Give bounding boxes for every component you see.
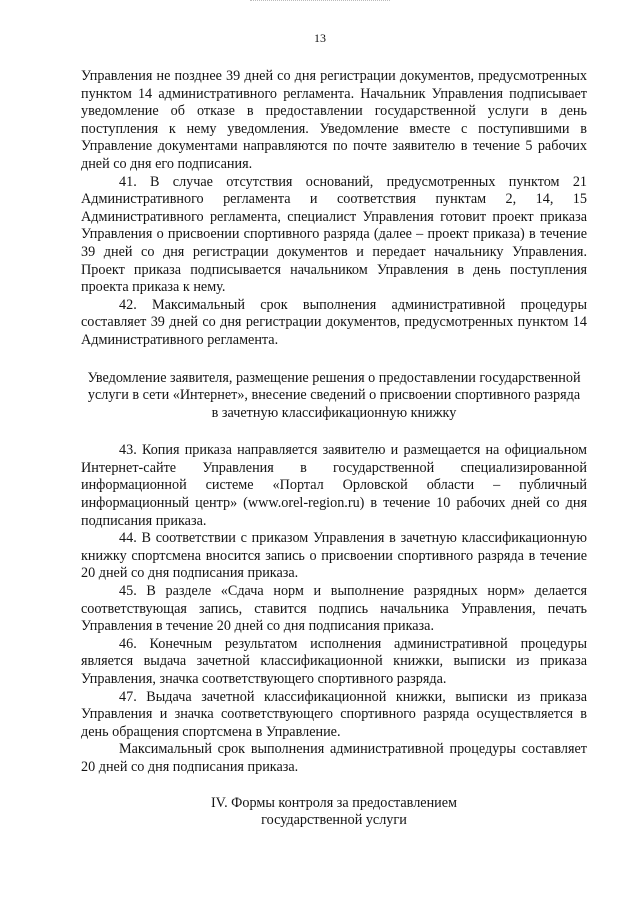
paragraph-continuation: Управления не позднее 39 дней со дня регистрации документов, предусмотренных пунктом 14 административного регламента. Начальник Управления подписывает уведомление об отказе в предоставлении государственной услуги в день поступления к нему уведомления. Уведомление вместе с поступившими в Управление документами направляются по почте заявителю в течение 5 рабочих дней со дня его подписания. [81,68,587,172]
paragraph-44: 44. В соответствии с приказом Управления в зачетную классификационную книжку спортсмена вносится запись о присвоении спортивного разряда в течение 20 дней со дня подписания приказа. [81,530,587,582]
spacer [81,350,587,370]
section-heading-notification: Уведомление заявителя, размещение решения о предоставлении государственной услуги в сети «Интернет», внесение сведений о присвоении спортивного разряда в зачетную классификационную книжку [87,369,581,421]
document-body [81,68,587,830]
section-heading-iv-line2: государственной услуги [261,812,407,829]
paragraph-47: 47. Выдача зачетной классификационной книжки, выписки из приказа Управления и значка соответствующего спортивного разряда осуществляется в день обращения спортсмена в Управление. [81,688,587,740]
paragraph-43: 43. Копия приказа направляется заявителю и размещается на официальном Интернет-сайте Управления в государственной специализированной информационной системе «Портал Орловской области – публичный информационный центр» (www.orel-region.ru) в течение 10 рабочих дней со дня подписания приказа. [81,442,587,529]
spacer [81,777,587,795]
scan-artifact [250,0,390,4]
section-heading-iv-line1: IV. Формы контроля за предоставлением [210,794,458,811]
paragraph-46: 46. Конечным результатом исполнения административной процедуры является выдача зачетной классификационной книжки, выписки из приказа Управления, значка соответствующего спортивного разряда. [81,635,587,687]
spacer [81,422,587,442]
paragraph-42: 42. Максимальный срок выполнения административной процедуры составляет 39 дней со дня регистрации документов, предусмотренных пунктом 14 Административного регламента. [81,296,587,348]
paragraph-max-term: Максимальный срок выполнения административной процедуры составляет 20 дней со дня подписания приказа. [81,741,587,775]
paragraph-45: 45. В разделе «Сдача норм и выполнение разрядных норм» делается соответствующая запись, ставится подпись начальника Управления, печать Управления в течение 20 дней со дня подписания приказа. [81,583,587,635]
paragraph-41: 41. В случае отсутствия оснований, предусмотренных пунктом 21 Административного регламента и соответствия пунктам 2, 14, 15 Административного регламента, специалист Управления готовит проект приказа Управления о присвоении спортивного разряда (далее – проект приказа) в течение 39 дней со дня регистрации документов и передает начальнику Управления. Проект приказа подписывается начальником Управления в день поступления проекта приказа к нему. [81,173,587,296]
page-number: 13 [314,31,326,45]
